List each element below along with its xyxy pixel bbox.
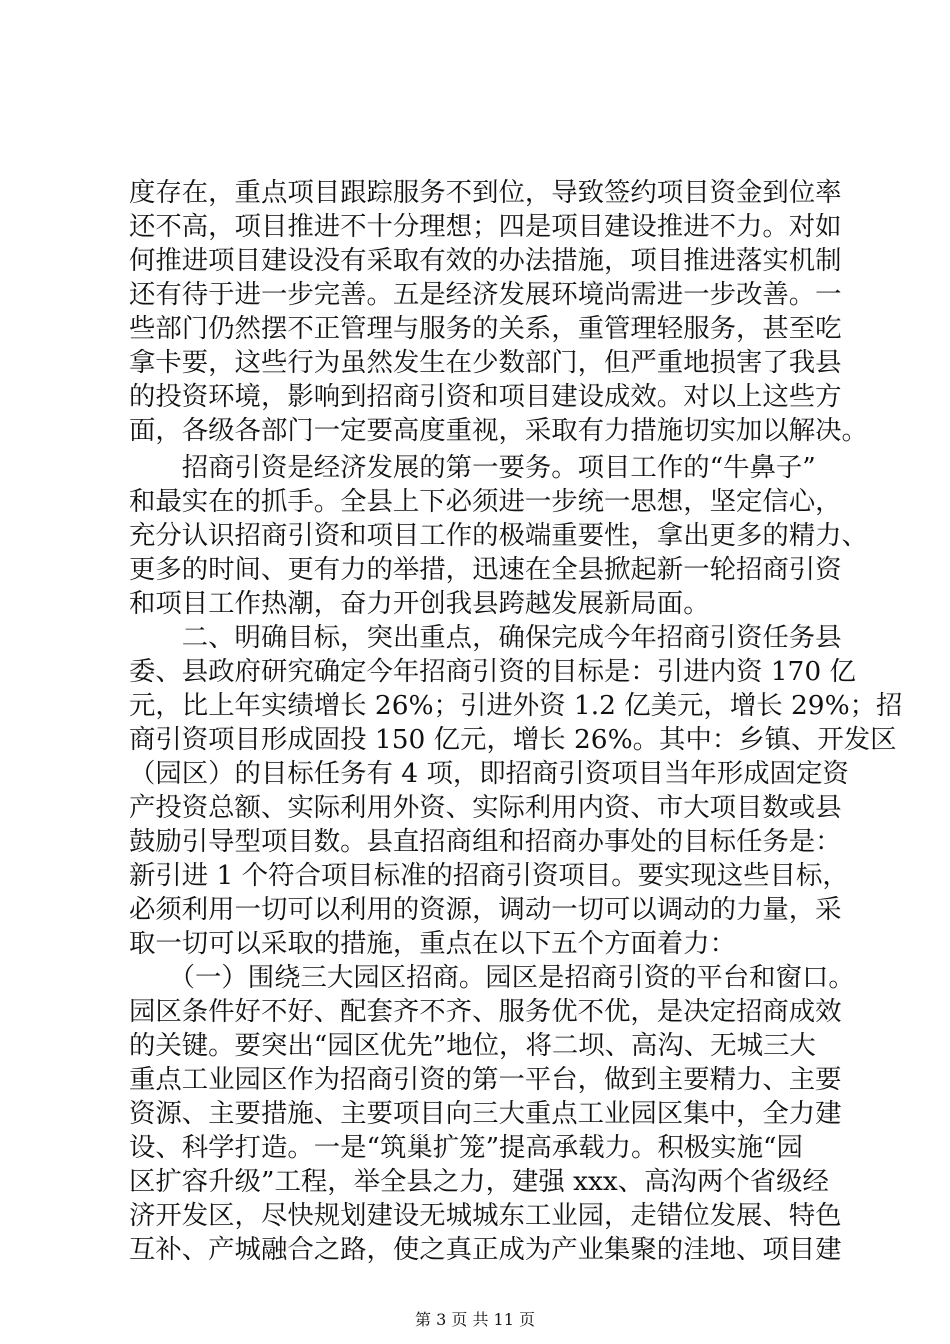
text-line: 商引资项目形成固投 150 亿元，增长 26%。其中：乡镇、开发区 bbox=[129, 724, 897, 755]
text-line: 更多的时间、更有力的举措，迅速在全县掀起新一轮招商引资 bbox=[129, 554, 842, 585]
text-line: 还有待于进一步完善。五是经济发展环境尚需进一步改善。一 bbox=[129, 279, 842, 310]
text-line: 取一切可以采取的措施，重点在以下五个方面着力： bbox=[129, 928, 736, 959]
text-line: 产投资总额、实际利用外资、实际利用内资、市大项目数或县 bbox=[129, 792, 842, 823]
text-line: 的投资环境，影响到招商引资和项目建设成效。对以上这些方 bbox=[129, 381, 842, 412]
text-line: 充分认识招商引资和项目工作的极端重要性，拿出更多的精力、 bbox=[129, 520, 868, 551]
text-line: 委、县政府研究确定今年招商引资的目标是：引进内资 170 亿 bbox=[129, 656, 856, 687]
text-line: 面，各级各部门一定要高度重视，采取有力措施切实加以解决。 bbox=[129, 415, 868, 446]
text-line: 济开发区，尽快规划建设无城城东工业园，走错位发展、特色 bbox=[129, 1200, 842, 1231]
text-line: （园区）的目标任务有 4 项，即招商引资项目当年形成固定资 bbox=[129, 758, 849, 789]
text-line: 元，比上年实绩增长 26%；引进外资 1.2 亿美元，增长 29%；招 bbox=[129, 690, 903, 721]
text-line: 鼓励引导型项目数。县直招商组和招商办事处的目标任务是： bbox=[129, 826, 842, 857]
text-line: 重点工业园区作为招商引资的第一平台，做到主要精力、主要 bbox=[129, 1064, 842, 1095]
text-line: 招商引资是经济发展的第一要务。项目工作的“牛鼻子” bbox=[129, 452, 816, 483]
text-line: 新引进 1 个符合项目标准的招商引资项目。要实现这些目标， bbox=[129, 860, 849, 891]
text-line: （一）围绕三大园区招商。园区是招商引资的平台和窗口。 bbox=[129, 962, 855, 993]
text-line: 二、明确目标，突出重点，确保完成今年招商引资任务县 bbox=[129, 622, 842, 653]
text-line: 区扩容升级”工程，举全县之力，建强 xxx、高沟两个省级经 bbox=[129, 1166, 829, 1197]
text-line: 和项目工作热潮，奋力开创我县跨越发展新局面。 bbox=[129, 588, 710, 619]
text-line: 拿卡要，这些行为虽然发生在少数部门，但严重地损害了我县 bbox=[129, 347, 842, 378]
text-line: 和最实在的抓手。全县上下必须进一步统一思想，坚定信心， bbox=[129, 486, 842, 517]
text-line: 些部门仍然摆不正管理与服务的关系，重管理轻服务，甚至吃 bbox=[129, 313, 842, 344]
text-line: 何推进项目建设没有采取有效的办法措施，项目推进落实机制 bbox=[129, 245, 842, 276]
text-line: 园区条件好不好、配套齐不齐、服务优不优，是决定招商成效 bbox=[129, 996, 842, 1027]
text-line: 的关键。要突出“园区优先”地位，将二坝、高沟、无城三大 bbox=[129, 1030, 816, 1061]
text-line: 度存在，重点项目跟踪服务不到位，导致签约项目资金到位率 bbox=[129, 177, 842, 208]
text-line: 必须利用一切可以利用的资源，调动一切可以调动的力量，采 bbox=[129, 894, 842, 925]
text-line: 还不高，项目推进不十分理想；四是项目建设推进不力。对如 bbox=[129, 211, 842, 242]
text-line: 资源、主要措施、主要项目向三大重点工业园区集中，全力建 bbox=[129, 1098, 842, 1129]
page-number: 第 3 页 共 11 页 bbox=[415, 1310, 535, 1329]
text-line: 互补、产城融合之路，使之真正成为产业集聚的洼地、项目建 bbox=[129, 1234, 842, 1265]
text-line: 设、科学打造。一是“筑巢扩笼”提高承载力。积极实施“园 bbox=[129, 1132, 803, 1163]
